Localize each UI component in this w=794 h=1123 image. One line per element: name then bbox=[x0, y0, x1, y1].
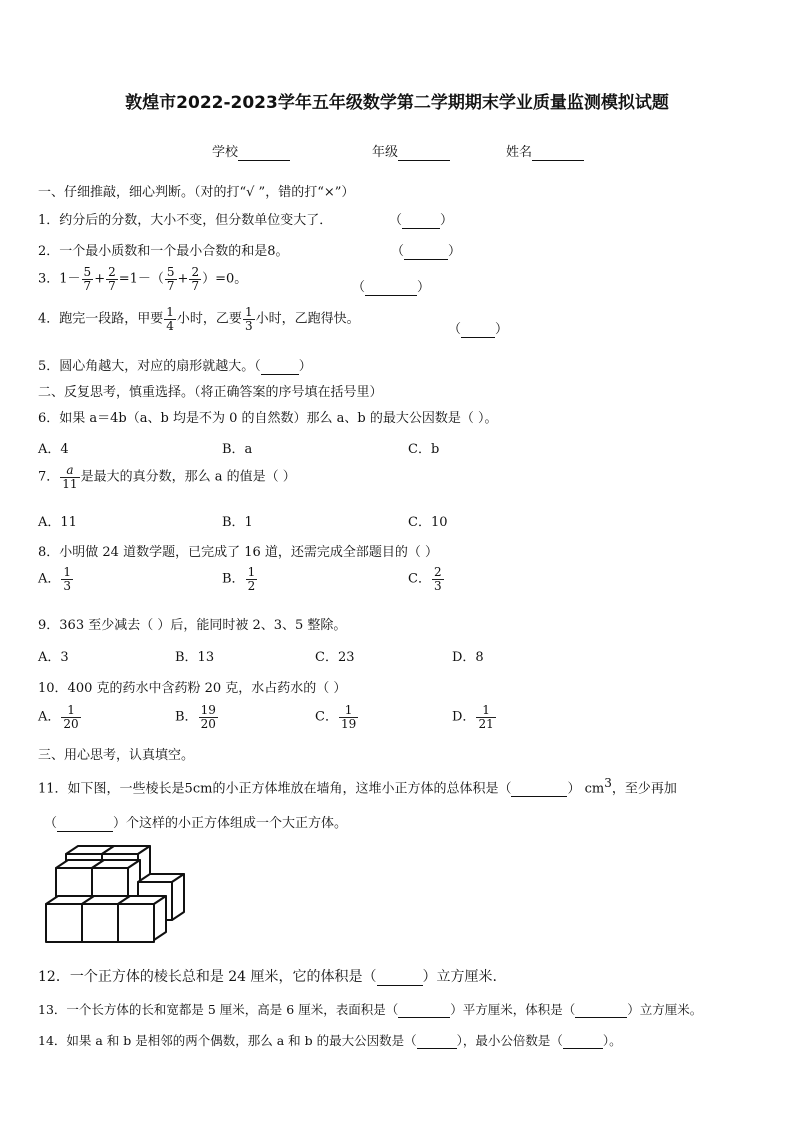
question-11-volume-unit: cm bbox=[584, 781, 605, 797]
name-blank[interactable] bbox=[532, 145, 584, 161]
question-5-text: 5．圆心角越大，对应的扇形就越大。（ bbox=[38, 359, 261, 374]
question-7-text: 是最大的真分数，那么 a 的值是（ ） bbox=[80, 469, 296, 485]
option-9-a[interactable]: A．3 bbox=[38, 650, 69, 665]
option-6-a[interactable]: A．4 bbox=[38, 442, 69, 457]
fraction-2-7: $\frac{2}{7}$ bbox=[108, 265, 116, 293]
name-field bbox=[506, 141, 584, 161]
option-8-a[interactable]: A． $\frac{1}{3}$ bbox=[38, 565, 72, 593]
option-10-d[interactable]: D． $\frac{1}{21}$ bbox=[452, 703, 494, 731]
option-8-c[interactable]: C． $\frac{2}{3}$ bbox=[408, 565, 442, 593]
question-3-prefix: 3．1－ bbox=[38, 271, 81, 287]
question-6: 6．如果 a＝4b（a、b 均是不为 0 的自然数）那么 a、b 的最大公因数是（ ）。 bbox=[38, 411, 498, 426]
answer-13-volume[interactable] bbox=[575, 1002, 627, 1018]
option-6-b[interactable]: B．a bbox=[222, 442, 253, 457]
answer-5[interactable] bbox=[261, 359, 299, 375]
school-blank[interactable] bbox=[238, 145, 290, 161]
question-11-text-a: 11．如下图，一些棱长是 bbox=[38, 781, 185, 797]
plus-sign: + bbox=[94, 271, 106, 287]
fraction-1-4: $\frac{1}{4}$ bbox=[166, 305, 174, 333]
question-8: 8．小明做 24 道数学题，已完成了 16 道，还需完成全部题目的（ ） bbox=[38, 545, 439, 560]
question-3 bbox=[38, 266, 247, 292]
question-4-c: 小时，乙跑得快。 bbox=[255, 311, 360, 327]
fraction-5-7-b: $\frac{5}{7}$ bbox=[166, 265, 175, 293]
section-3-heading: 三、用心思考，认真填空。 bbox=[38, 748, 195, 763]
question-4-a: 4．跑完一段路，甲要 bbox=[38, 311, 164, 327]
answer-1[interactable]: （ ） bbox=[389, 213, 454, 228]
question-1-text: 1．约分后的分数，大小不变，但分数单位变大了． bbox=[38, 213, 333, 228]
option-7-a[interactable]: A．11 bbox=[38, 515, 77, 530]
answer-11-volume[interactable] bbox=[511, 781, 567, 797]
question-11-text-b: 的小正方体堆放在墙角，这堆小正方体的总体积是（ bbox=[212, 781, 512, 797]
option-6-c[interactable]: C．b bbox=[408, 442, 440, 457]
fraction-2-7-b: $\frac{2}{7}$ bbox=[191, 265, 200, 293]
option-10-c[interactable]: C． $\frac{1}{19}$ bbox=[315, 703, 357, 731]
fraction-5-7: $\frac{5}{7}$ bbox=[83, 265, 92, 293]
answer-2[interactable]: （ ） bbox=[391, 244, 462, 259]
question-11-line-1 bbox=[38, 776, 677, 797]
grade-field bbox=[372, 141, 450, 161]
question-12-text: 12．一个正方体的棱长总和是 24 厘米，它的体积是（ bbox=[38, 969, 377, 985]
grade-blank[interactable] bbox=[398, 145, 450, 161]
option-9-d[interactable]: D．8 bbox=[452, 650, 484, 665]
question-11-line-2 bbox=[44, 812, 347, 832]
question-12 bbox=[38, 966, 497, 986]
cube-bottom-3 bbox=[118, 896, 166, 942]
question-9: 9．363 至少减去（ ）后，能同时被 2、3、5 整除。 bbox=[38, 618, 347, 633]
option-10-b[interactable]: B． $\frac{19}{20}$ bbox=[175, 703, 216, 731]
page-title: 敦煌市2022-2023学年五年级数学第二学期期末学业质量监测模拟试题 bbox=[125, 93, 669, 113]
question-7-prefix: 7． bbox=[38, 469, 60, 485]
section-1-heading: 一、仔细推敲，细心判断。（对的打“√ ”，错的打“×”） bbox=[38, 185, 355, 200]
question-4 bbox=[38, 306, 360, 332]
option-8-b[interactable]: B． $\frac{1}{2}$ bbox=[222, 565, 256, 593]
option-10-a[interactable]: A． $\frac{1}{20}$ bbox=[38, 703, 79, 731]
question-13-text-c: ）立方厘米。 bbox=[627, 1002, 703, 1017]
question-13 bbox=[38, 1000, 702, 1018]
question-11-paren-close: ） bbox=[567, 781, 581, 797]
question-7 bbox=[38, 464, 296, 490]
question-1 bbox=[38, 209, 332, 228]
question-3-suffix: ）=0。 bbox=[202, 271, 248, 287]
question-12-end: ）立方厘米. bbox=[422, 969, 497, 985]
cube-stack-figure bbox=[42, 842, 190, 948]
plus-sign-b: + bbox=[177, 271, 189, 287]
answer-13-area[interactable] bbox=[398, 1002, 450, 1018]
question-4-b: 小时，乙要 bbox=[176, 311, 242, 327]
answer-4[interactable]: （ ） bbox=[448, 322, 509, 337]
school-label: 学校 bbox=[212, 145, 239, 160]
question-11-text-f: ）个这样的小正方体组成一个大正方体。 bbox=[113, 816, 348, 831]
section-2-heading: 二、反复思考，慎重选择。（将正确答案的序号填在括号里） bbox=[38, 385, 383, 400]
question-13-text-a: 13．一个长方体的长和宽都是 5 厘米，高是 6 厘米，表面积是（ bbox=[38, 1002, 399, 1017]
question-2: 2．一个最小质数和一个最小合数的和是8。 bbox=[38, 244, 289, 259]
answer-11-count[interactable] bbox=[57, 816, 113, 832]
answer-12[interactable] bbox=[377, 969, 423, 986]
option-9-b[interactable]: B．13 bbox=[175, 650, 215, 665]
option-7-c[interactable]: C．10 bbox=[408, 515, 448, 530]
question-13-text-b: ）平方厘米，体积是（ bbox=[450, 1002, 576, 1017]
question-10: 10．400 克的药水中含药粉 20 克，水占药水的（ ） bbox=[38, 681, 347, 696]
question-14 bbox=[38, 1031, 622, 1049]
answer-14-lcm[interactable] bbox=[563, 1033, 603, 1049]
question-11-superscript: 3 bbox=[604, 776, 612, 790]
option-7-b[interactable]: B．1 bbox=[222, 515, 253, 530]
question-11-unit: 5cm bbox=[184, 781, 213, 797]
question-11-paren-open: （ bbox=[44, 816, 58, 831]
question-14-text-b: ），最小公倍数是（ bbox=[456, 1033, 563, 1048]
question-11-text-d: ，至少再加 bbox=[611, 781, 677, 797]
fraction-1-3: $\frac{1}{3}$ bbox=[244, 305, 253, 333]
question-5-end: ） bbox=[298, 359, 312, 374]
question-14-text-a: 14．如果 a 和 b 是相邻的两个偶数，那么 a 和 b 的最大公因数是（ bbox=[38, 1033, 417, 1048]
fraction-a-11: $\frac{a}{11}$ bbox=[62, 463, 78, 491]
name-label: 姓名 bbox=[506, 145, 533, 160]
answer-3[interactable]: （ ） bbox=[352, 280, 431, 295]
question-3-middle: =1－（ bbox=[118, 271, 164, 287]
answer-14-gcd[interactable] bbox=[417, 1033, 457, 1049]
option-9-c[interactable]: C．23 bbox=[315, 650, 355, 665]
school-field bbox=[212, 141, 290, 161]
question-14-text-c: ）。 bbox=[602, 1033, 622, 1048]
question-5 bbox=[38, 355, 312, 375]
grade-label: 年级 bbox=[372, 145, 399, 160]
